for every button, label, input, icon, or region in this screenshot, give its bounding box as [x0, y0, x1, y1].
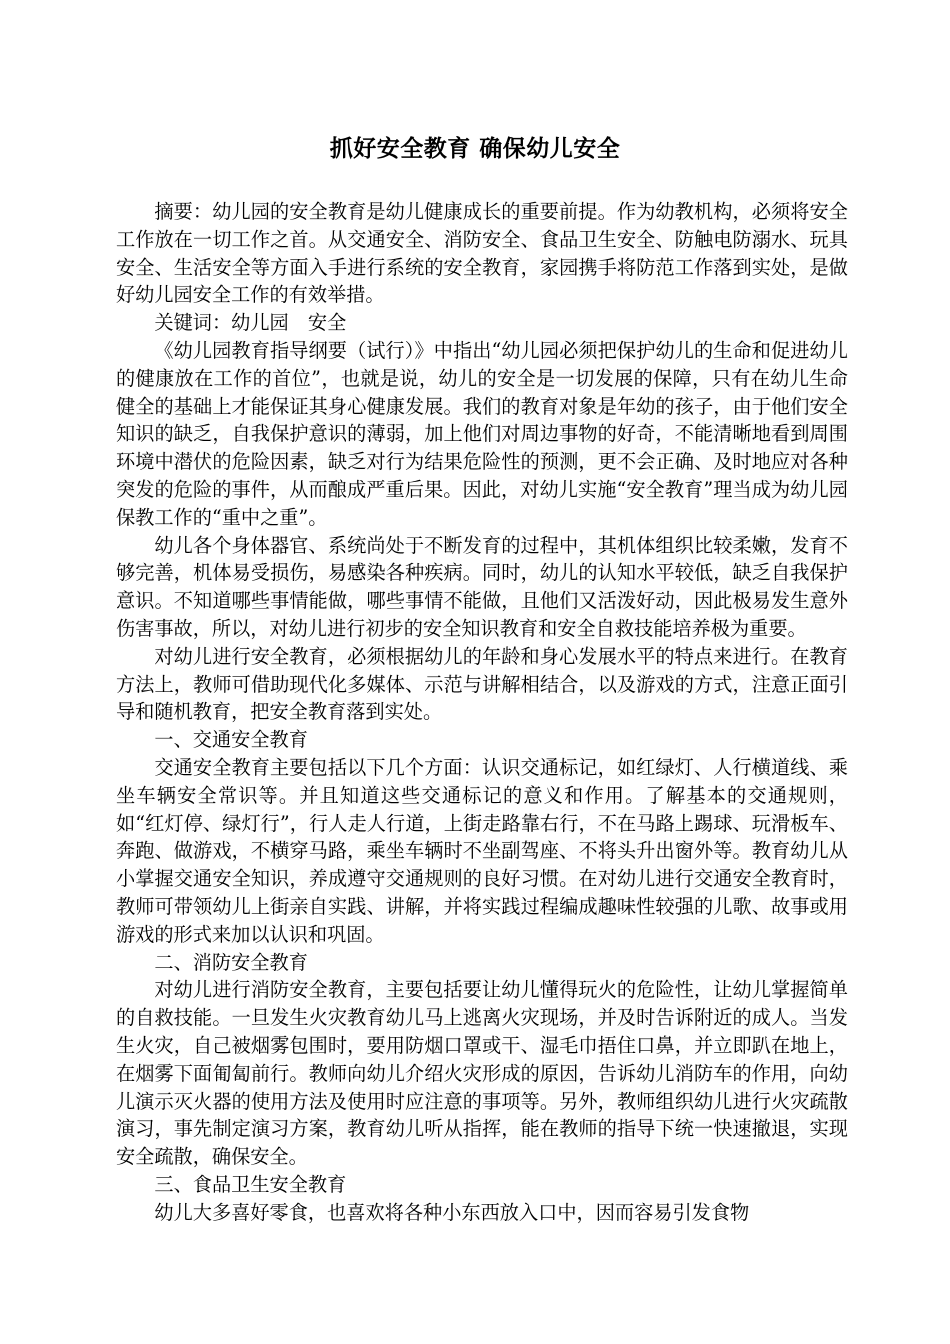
body-paragraph: 《幼儿园教育指导纲要（试行）》中指出“幼儿园必须把保护幼儿的生命和促进幼儿的健康放在工作的首位”，也就是说，幼儿的安全是一切发展的保障，只有在幼儿生命健全的基础上才能保证其身心健康发展。我们的教育对象是年幼的孩子，由于他们安全知识的缺乏，自我保护意识的薄弱，加上他们对周边事物的好奇，不能清晰地看到周围环境中潜伏的危险因素，缺乏对行为结果危险性的预测，更不会正确、及时地应对各种突发的危险的事件，从而酿成严重后果。因此，对幼儿实施“安全教育”理当成为幼儿园保教工作的“重中之重”。: [116, 338, 848, 529]
abstract-paragraph: 摘要：幼儿园的安全教育是幼儿健康成长的重要前提。作为幼教机构，必须将安全工作放在一切工作之首。从交通安全、消防安全、食品卫生安全、防触电防溺水、玩具安全、生活安全等方面入手进行系统的安全教育，家园携手将防范工作落到实处，是做好幼儿园安全工作的有效举措。: [116, 200, 848, 307]
section-heading-fire: 二、消防安全教育: [154, 950, 308, 974]
keywords-line: 关键词：幼儿园 安全: [154, 311, 347, 335]
body-paragraph: 对幼儿进行消防安全教育，主要包括要让幼儿懂得玩火的危险性，让幼儿掌握简单的自救技能。一旦发生火灾教育幼儿马上逃离火灾现场，并及时告诉附近的成人。当发生火灾，自己被烟雾包围时，要用防烟口罩或干、湿毛巾捂住口鼻，并立即趴在地上，在烟雾下面匍匐前行。教师向幼儿介绍火灾形成的原因，告诉幼儿消防车的作用，向幼儿演示灭火器的使用方法及使用时应注意的事项等。另外，教师组织幼儿进行火灾疏散演习，事先制定演习方案，教育幼儿听从指挥，能在教师的指导下统一快速撤退，实现安全疏散，确保安全。: [116, 978, 848, 1169]
body-paragraph: 对幼儿进行安全教育，必须根据幼儿的年龄和身心发展水平的特点来进行。在教育方法上，教师可借助现代化多媒体、示范与讲解相结合，以及游戏的方式，注意正面引导和随机教育，把安全教育落到实处。: [116, 644, 848, 724]
document-body: [116, 198, 848, 1226]
body-paragraph: 幼儿大多喜好零食，也喜欢将各种小东西放入口中，因而容易引发食物: [154, 1200, 750, 1224]
section-heading-traffic: 一、交通安全教育: [154, 728, 308, 752]
document-title: 抓好安全教育 确保幼儿安全: [329, 136, 621, 162]
section-heading-food: 三、食品卫生安全教育: [154, 1172, 347, 1196]
body-paragraph: 幼儿各个身体器官、系统尚处于不断发育的过程中，其机体组织比较柔嫩，发育不够完善，机体易受损伤，易感染各种疾病。同时，幼儿的认知水平较低，缺乏自我保护意识。不知道哪些事情能做，哪些事情不能做，且他们又活泼好动，因此极易发生意外伤害事故，所以，对幼儿进行初步的安全知识教育和安全自救技能培养极为重要。: [116, 533, 848, 640]
body-paragraph: 交通安全教育主要包括以下几个方面：认识交通标记，如红绿灯、人行横道线、乘坐车辆安全常识等。并且知道这些交通标记的意义和作用。了解基本的交通规则，如“红灯停、绿灯行”，行人走人行道，上街走路靠右行，不在马路上踢球、玩滑板车、奔跑、做游戏，不横穿马路，乘坐车辆时不坐副驾座、不将头升出窗外等。教育幼儿从小掌握交通安全知识，养成遵守交通规则的良好习惯。在对幼儿进行交通安全教育时，教师可带领幼儿上街亲自实践、讲解，并将实践过程编成趣味性较强的儿歌、故事或用游戏的形式来加以认识和巩固。: [116, 755, 848, 946]
